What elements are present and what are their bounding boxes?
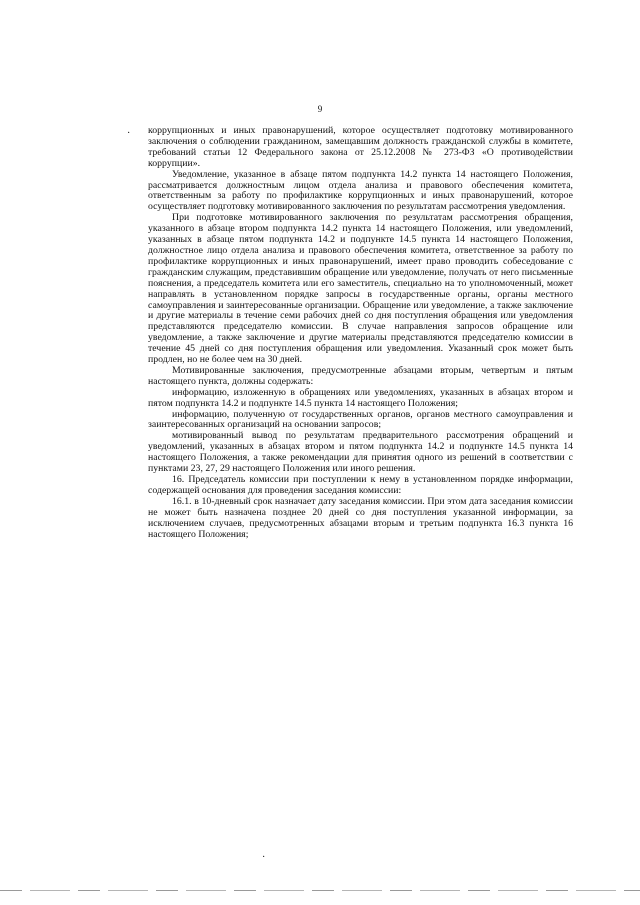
list-item-information: информацию, изложенную в обращениях или уведомлениях, указанных в абзацах втором и пятом подпункта 14.2 и подпункте 14.5 пункта 14 настоящего Положения;: [148, 386, 573, 409]
page-number: 9: [317, 104, 323, 114]
paragraph-continuation: коррупционных и иных правонарушений, которое осуществляет подготовку мотивированного заключения о соблюдении гражданином, замещавшим должность гражданской службы в комитете, требований статьи 12 Федерального закона от 25.12.2008 № 273-ФЗ «О противодействии коррупции».: [148, 125, 573, 169]
paragraph-conclusion-preparation: При подготовке мотивированного заключения по результатам рассмотрения обращения, указанного в абзаце втором подпункта 14.2 пункта 14 настоящего Положения, или уведомлений, указанных в абзаце пятом подпункта 14.2 и подпункте 14.5 пункта 14 настоящего Положения, должностное лицо отдела анализа и правового обеспечения комитета, ответственное за работу по профилактике коррупционных и иных правонарушений, имеет право проводить собеседование с гражданским служащим, представившим обращение или уведомление, получать от него письменные пояснения, а председатель комитета или его заместитель, специально на то уполномоченный, может направлять в установленном порядке запросы в государственные органы, органы местного самоуправления и заинтересованные организации. Обращение или уведомление, а также заключение и другие материалы в течение семи рабочих дней со дня поступления обращения или уведомления представляются председателю комиссии. В случае направления запросов обращение или уведомление, а также заключение и другие материалы представляются председателю комиссии в течение 45 дней со дня поступления обращения или уведомления. Указанный срок может быть продлен, но не более чем на 30 дней.: [148, 212, 573, 366]
scan-edge-line: [0, 890, 640, 891]
paragraph-item-16: 16. Председатель комиссии при поступлении к нему в установленном порядке информации, содержащей основания для проведения заседания комиссии:: [148, 474, 573, 496]
list-item-received-information: информацию, полученную от государственных органов, органов местного самоуправления и заинтересованных организаций на основании запросов;: [148, 408, 573, 431]
margin-dot: ·: [127, 128, 131, 139]
paragraph-item-16-1: 16.1. в 10-дневный срок назначает дату заседания комиссии. При этом дата заседания комиссии не может быть назначена позднее 20 дней со дня поступления указанной информации, за исключением случаев, предусмотренных абзацами вторым и третьим подпункта 16.3 пункта 16 настоящего Положения;: [148, 495, 573, 540]
document-body: [148, 126, 573, 540]
list-item-motivated-conclusion: мотивированный вывод по результатам предварительного рассмотрения обращений и уведомлений, указанных в абзацах втором и пятом подпункта 14.2 и подпункте 14.5 пункта 14 настоящего Положения, а также рекомендации для принятия одного из решений в соответствии с пунктами 23, 27, 29 настоящего Положения или иного решения.: [148, 430, 573, 475]
bottom-dot: ·: [262, 852, 266, 863]
paragraph-conclusion-contents: Мотивированные заключения, предусмотренные абзацами вторым, четвертым и пятым настоящего пункта, должны содержать:: [148, 364, 573, 387]
paragraph-notification-review: Уведомление, указанное в абзаце пятом подпункта 14.2 пункта 14 настоящего Положения, рассматривается должностным лицом отдела анализа и правового обеспечения комитета, ответственным за работу по профилактике коррупционных и иных правонарушений, которое осуществляет подготовку мотивированного заключения по результатам рассмотрения уведомления.: [148, 168, 573, 213]
